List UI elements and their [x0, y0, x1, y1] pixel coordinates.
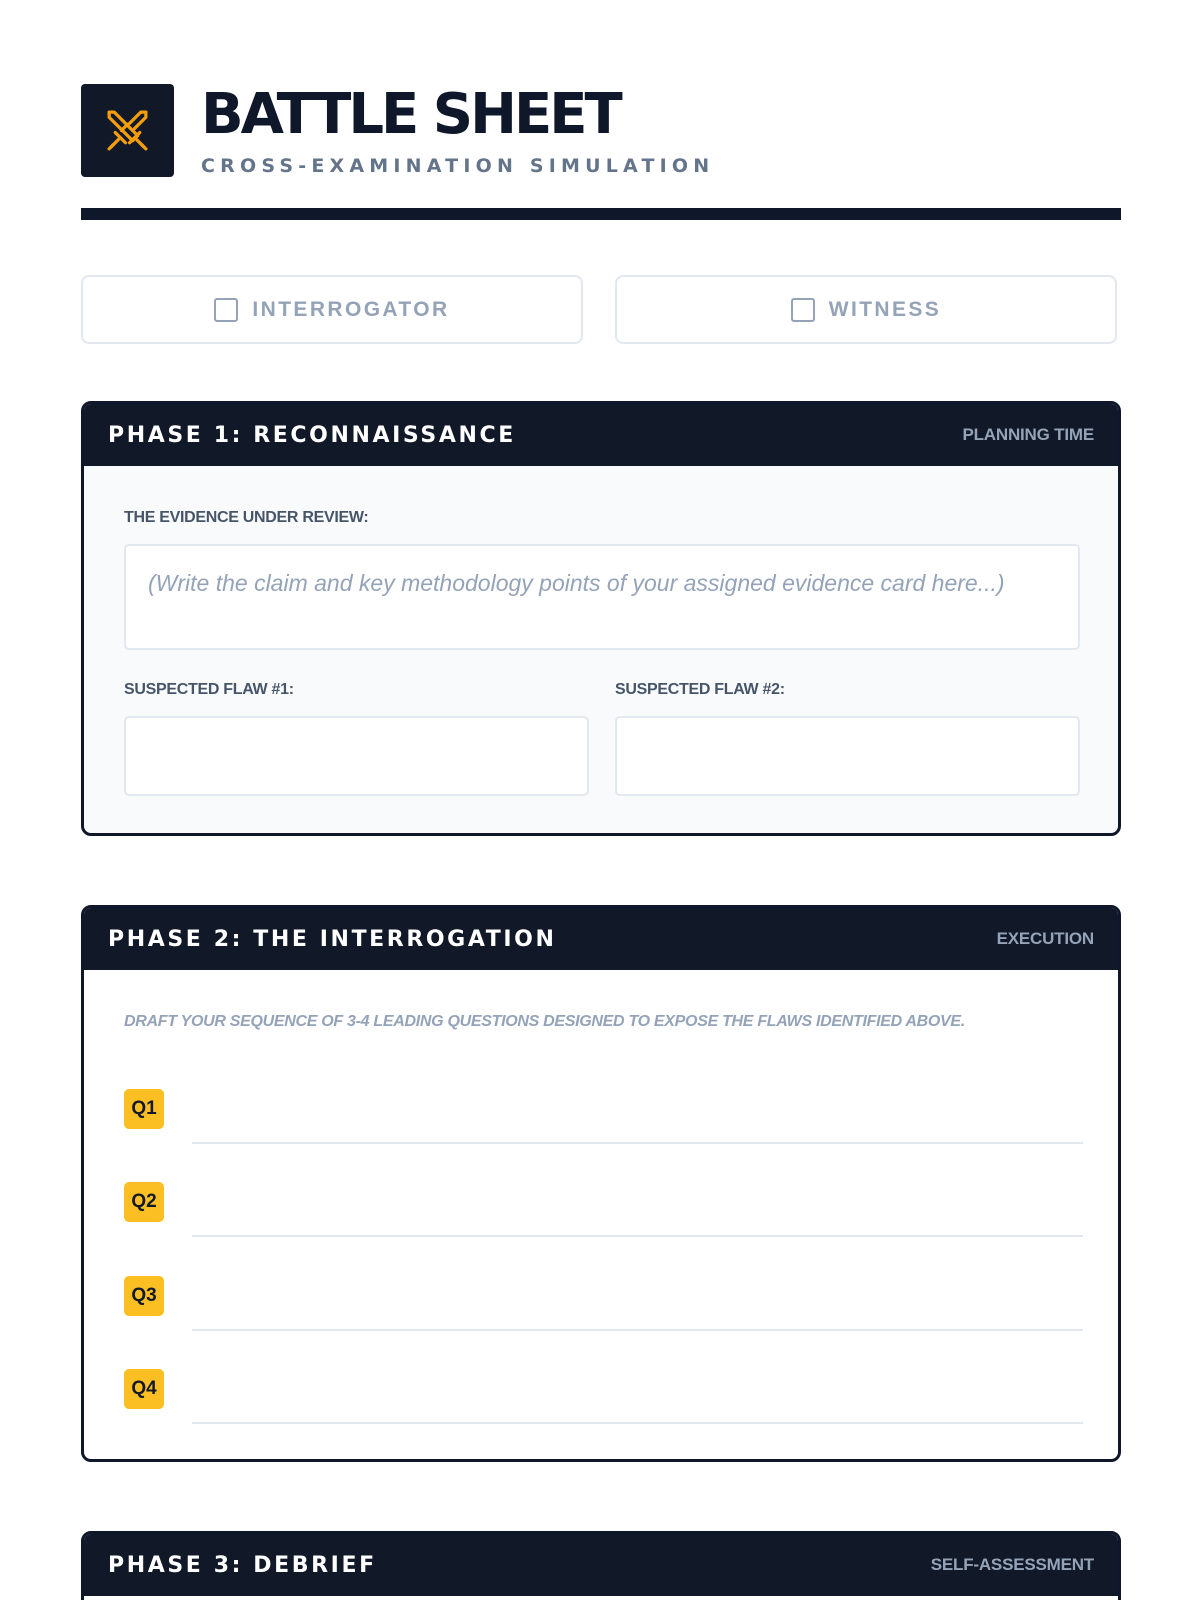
phase2-instruction: DRAFT YOUR SEQUENCE OF 3-4 LEADING QUESTIONS DESIGNED TO EXPOSE THE FLAWS IDENTIFIED ABOVE.: [124, 1013, 965, 1030]
phase2-title: PHASE 2: THE INTERROGATION: [108, 926, 557, 952]
witness-checkbox[interactable]: [791, 298, 815, 322]
question-badge-q2: Q2: [124, 1182, 164, 1222]
page-subtitle: CROSS-EXAMINATION SIMULATION: [201, 155, 715, 177]
header-divider: [81, 208, 1121, 220]
role-label-interrogator: INTERROGATOR: [252, 297, 450, 321]
flaw1-field[interactable]: [124, 716, 589, 796]
question-line-q1[interactable]: [192, 1142, 1083, 1144]
logo: [81, 84, 174, 177]
flaw1-label: SUSPECTED FLAW #1:: [124, 681, 294, 698]
phase3-header: [84, 1534, 1118, 1596]
evidence-placeholder: (Write the claim and key methodology points of your assigned evidence card here...): [148, 570, 1005, 596]
flaw2-field[interactable]: [615, 716, 1080, 796]
question-line-q3[interactable]: [192, 1329, 1083, 1331]
evidence-label: THE EVIDENCE UNDER REVIEW:: [124, 509, 369, 526]
question-badge-q1: Q1: [124, 1089, 164, 1129]
role-option-interrogator[interactable]: [81, 275, 583, 344]
interrogator-checkbox[interactable]: [214, 298, 238, 322]
header: [81, 84, 1121, 180]
phase3-card: [81, 1531, 1121, 1600]
evidence-field[interactable]: [124, 544, 1080, 650]
phase1-tag: PLANNING TIME: [962, 425, 1094, 444]
role-label-witness: WITNESS: [828, 297, 942, 321]
phase3-tag: SELF-ASSESSMENT: [930, 1555, 1094, 1574]
phase3-title: PHASE 3: DEBRIEF: [108, 1552, 377, 1578]
crossed-swords-icon: [103, 106, 152, 155]
phase2-header: [84, 908, 1118, 970]
question-badge-q3: Q3: [124, 1276, 164, 1316]
question-badge-q4: Q4: [124, 1369, 164, 1409]
question-line-q4[interactable]: [192, 1422, 1083, 1424]
phase1-card: [81, 401, 1121, 836]
phase1-title: PHASE 1: RECONNAISSANCE: [108, 422, 516, 448]
phase1-header: [84, 404, 1118, 466]
phase2-card: [81, 905, 1121, 1462]
flaw2-label: SUSPECTED FLAW #2:: [615, 681, 785, 698]
question-line-q2[interactable]: [192, 1235, 1083, 1237]
role-option-witness[interactable]: [615, 275, 1117, 344]
page-title: BATTLE SHEET: [201, 82, 620, 147]
phase2-tag: EXECUTION: [996, 929, 1094, 948]
